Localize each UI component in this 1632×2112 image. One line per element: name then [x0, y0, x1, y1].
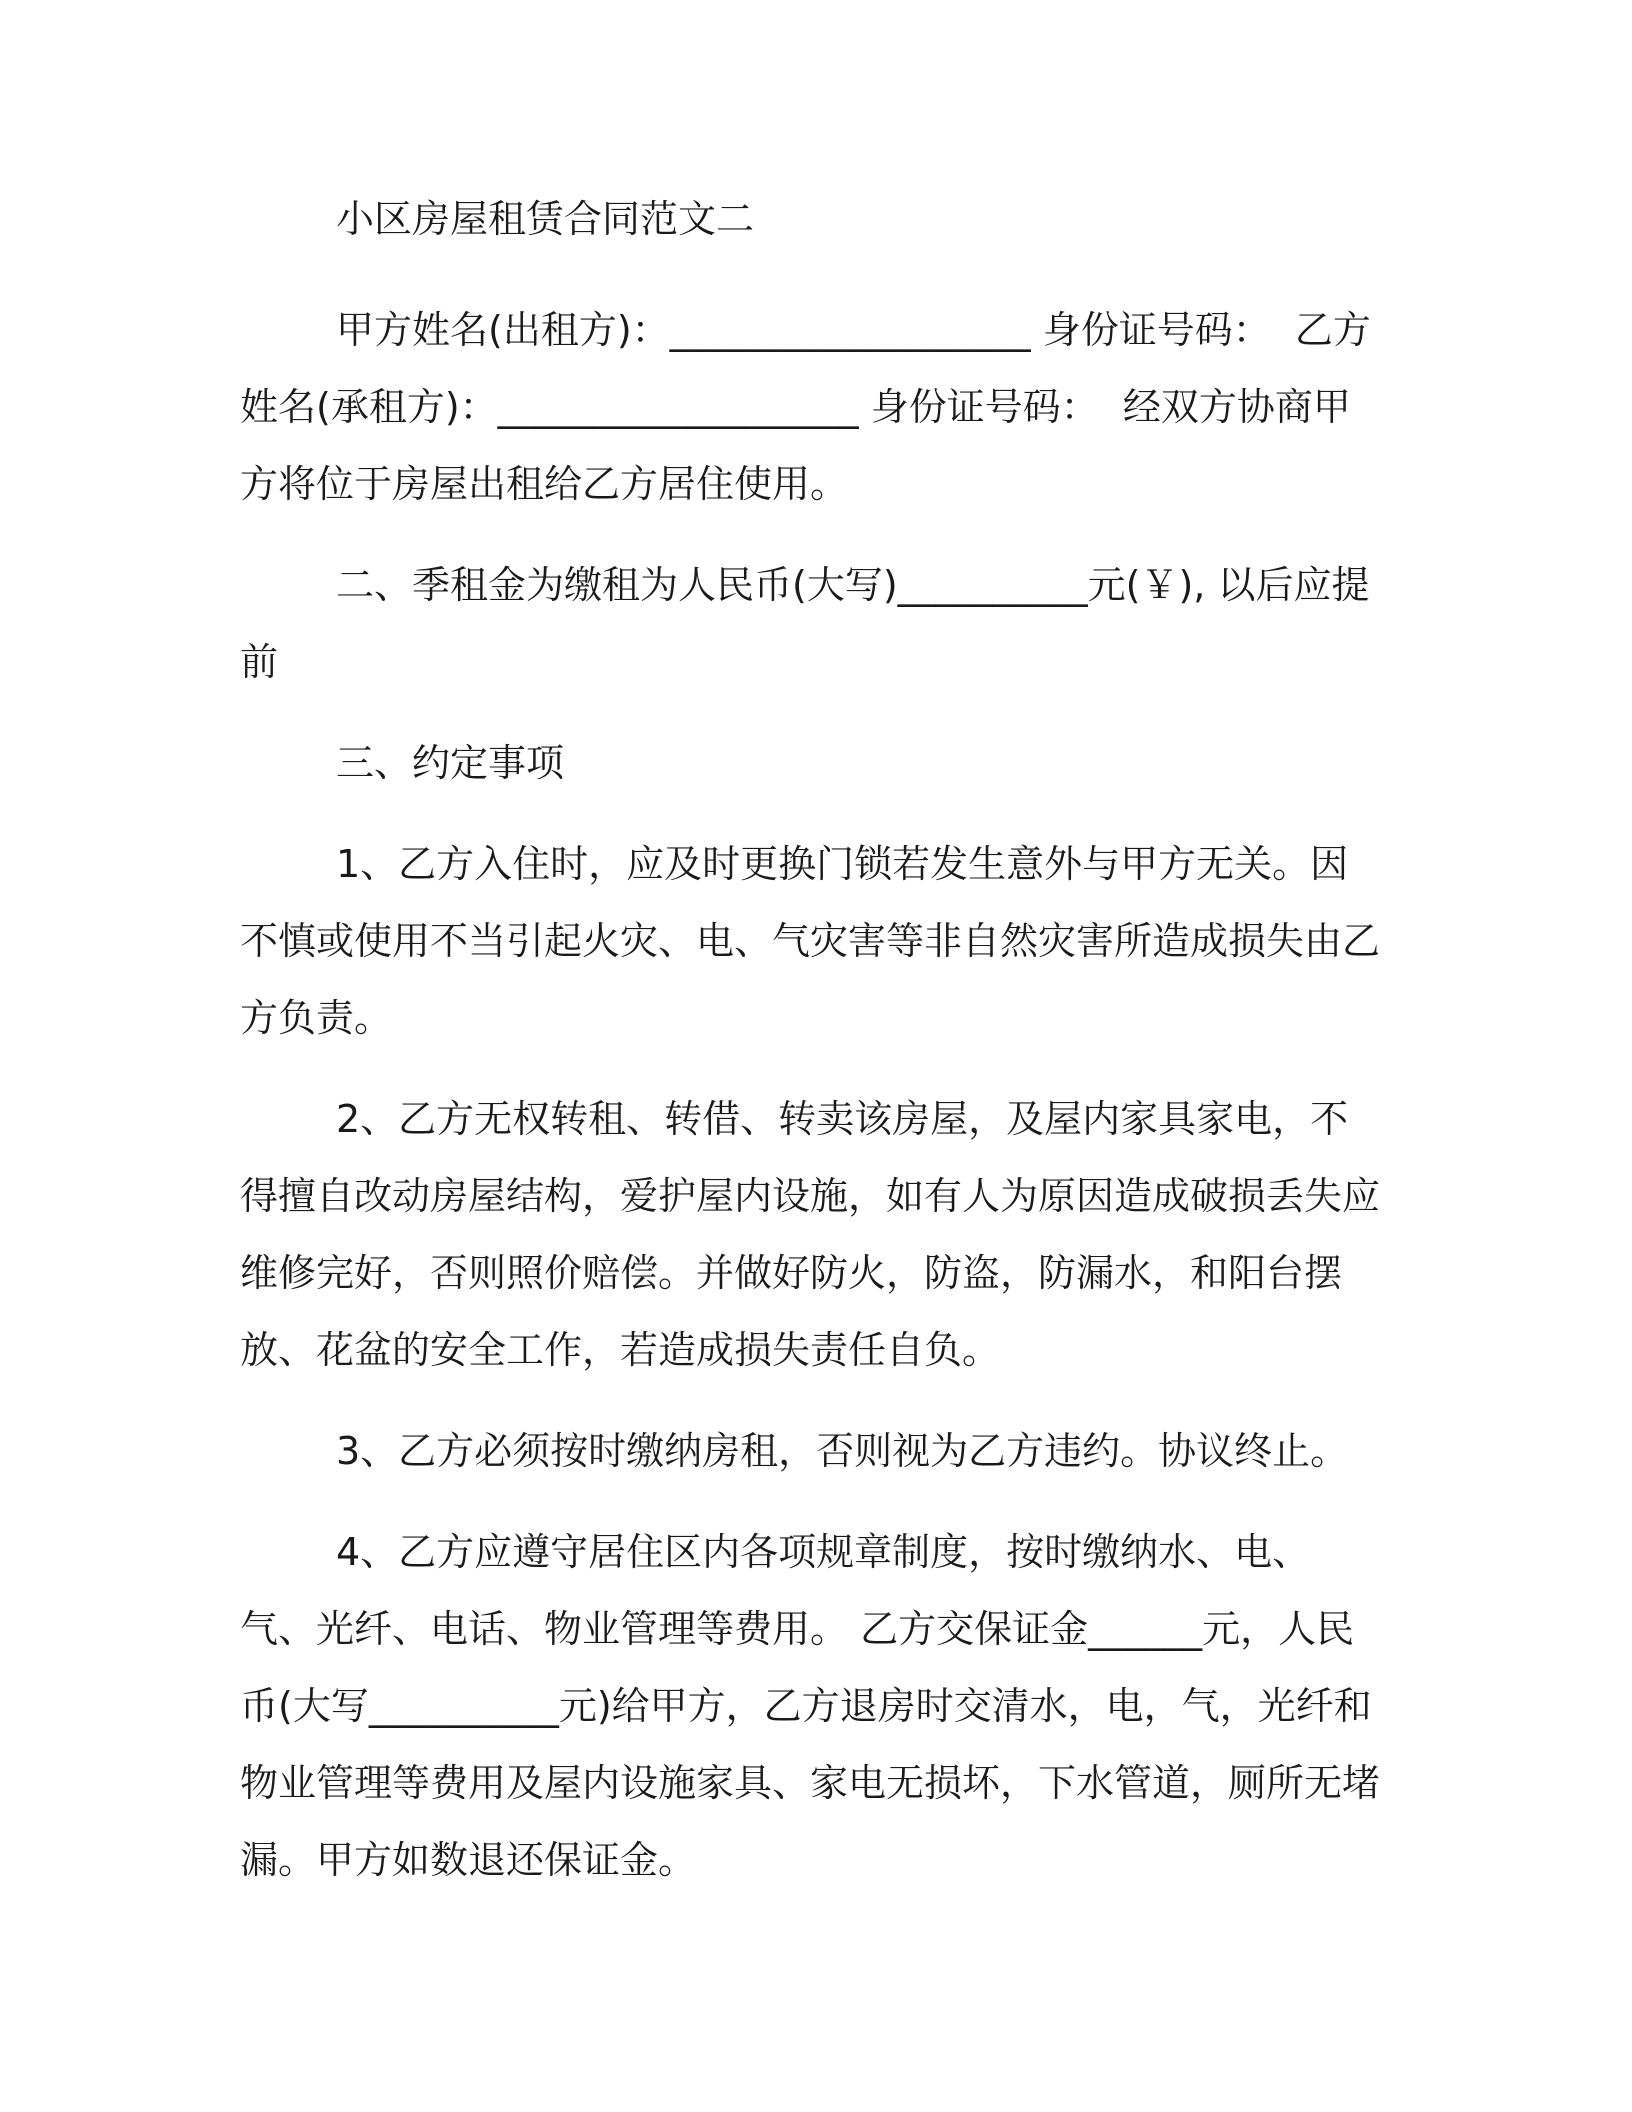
clause-1: 1、乙方入住时，应及时更换门锁若发生意外与甲方无关。因不慎或使用不当引起火灾、电、气灾害等非自然灾害所造成损失由乙方负责。 — [240, 842, 1381, 1040]
clause-4: 4、乙方应遵守居住区内各项规章制度，按时缴纳水、电、气、光纤、电话、物业管理等费用。 乙方交保证金______元，人民币(大写__________元)给甲方，乙方退房时交清水，电，气，光纤和物业管理等费用及屋内设施家具、家电无损坏，下水管道，厕所无堵漏。甲方如数退还保证金。 — [240, 1530, 1381, 1882]
clause-3: 3、乙方必须按时缴纳房租，否则视为乙方违约。协议终止。 — [336, 1429, 1349, 1473]
party-info-paragraph: 甲方姓名(出租方)：___________________ 身份证号码： 乙方姓名(承租方)：___________________ 身份证号码： 经双方协商甲方将位于房屋出租给乙方居住使用。 — [240, 308, 1371, 506]
clause-2: 2、乙方无权转租、转借、转卖该房屋，及屋内家具家电，不得擅自改动房屋结构，爱护屋内设施，如有人为原因造成破损丢失应维修完好，否则照价赔偿。并做好防火，防盗，防漏水，和阳台摆放、花盆的安全工作，若造成损失责任自负。 — [240, 1097, 1381, 1372]
rent-paragraph: 二、季租金为缴租为人民币(大写)__________元(￥), 以后应提前 — [240, 563, 1370, 684]
document-title: 小区房屋租赁合同范文二 — [336, 197, 755, 241]
document-page — [240, 190, 1385, 1923]
section-heading: 三、约定事项 — [336, 741, 565, 785]
